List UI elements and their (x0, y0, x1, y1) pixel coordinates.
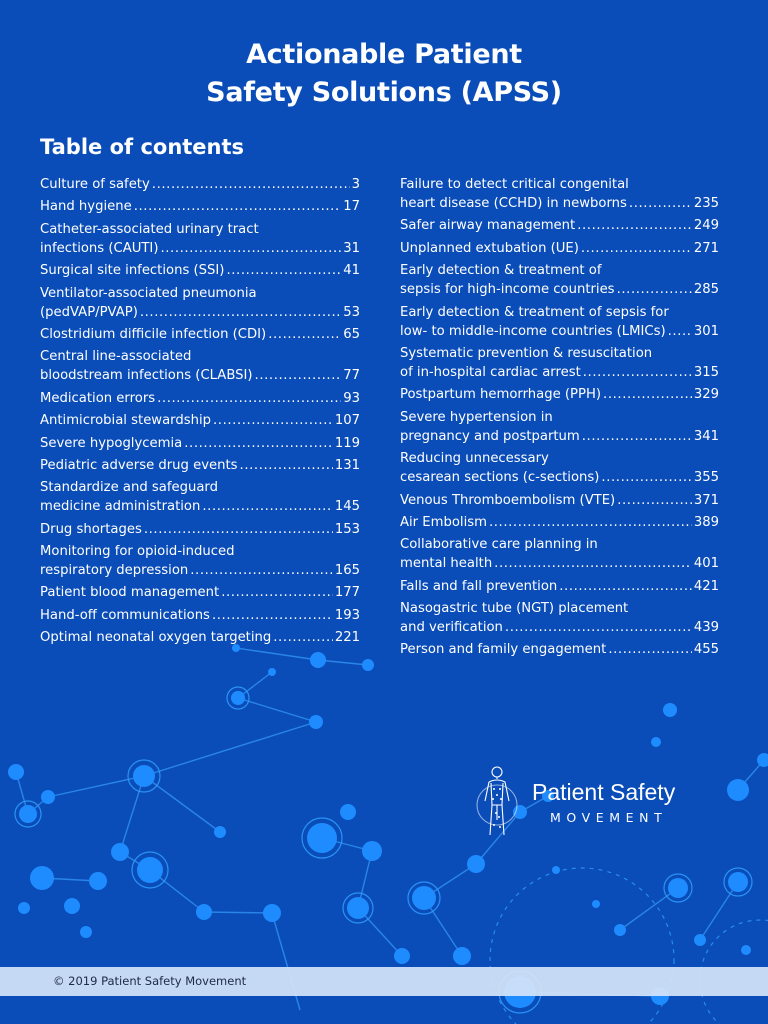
toc-entry[interactable] (40, 261, 360, 280)
document-title (0, 36, 768, 112)
toc-entry[interactable] (40, 606, 360, 625)
toc-entry[interactable] (40, 347, 360, 385)
toc-entry[interactable] (400, 175, 719, 213)
toc-page-number: 315 (693, 364, 719, 380)
toc-page-number: 17 (343, 199, 360, 215)
toc-entry-title-line: cesarean sections (c-sections) (400, 470, 600, 486)
toc-entry-title-line: Nasogastric tube (NGT) placement (400, 601, 629, 617)
toc-entry-title-line: infections (CAUTI) (40, 240, 159, 256)
toc-page-number: 371 (693, 492, 719, 508)
toc-entry-title-line: Clostridium difficile infection (CDI) (40, 326, 267, 342)
toc-page-number: 401 (693, 556, 719, 572)
toc-page-number: 153 (334, 521, 360, 537)
toc-entry-title-line: Ventilator-associated pneumonia (40, 285, 257, 301)
toc-page-number: 77 (343, 368, 360, 384)
dot-leader (489, 513, 692, 532)
toc-page-number: 165 (334, 563, 360, 579)
toc-entry-title-line: Medication errors (40, 390, 156, 406)
toc-entry-title-line: Venous Thromboembolism (VTE) (400, 492, 616, 508)
toc-entry-title-line: mental health (400, 556, 493, 572)
dot-leader (583, 363, 692, 382)
toc-entry[interactable] (40, 197, 360, 216)
toc-entry[interactable] (400, 535, 719, 573)
toc-entry-title-line: Early detection & treatment of sepsis for (400, 304, 669, 320)
toc-entry[interactable] (400, 385, 719, 404)
dot-leader (608, 640, 692, 659)
toc-entry[interactable] (40, 583, 360, 602)
dot-leader (134, 197, 342, 216)
toc-entry[interactable] (40, 389, 360, 408)
toc-entry-title-line: Falls and fall prevention (400, 578, 558, 594)
toc-page-number: 221 (334, 630, 360, 646)
dot-leader (140, 303, 341, 322)
dot-leader (255, 366, 342, 385)
toc-page-number: 329 (693, 387, 719, 403)
toc-entry-title-line: heart disease (CCHD) in newborns (400, 196, 627, 211)
patient-safety-movement-logo (476, 765, 716, 845)
toc-entry-title-line: Standardize and safeguard (40, 480, 218, 496)
dot-leader (160, 239, 341, 258)
dot-leader (184, 434, 333, 453)
dot-leader (144, 520, 333, 539)
toc-entry[interactable] (40, 325, 360, 344)
toc-entry[interactable] (400, 261, 719, 299)
toc-entry[interactable] (40, 284, 360, 322)
toc-entry-title-line: Patient blood management (40, 585, 220, 601)
toc-page-number: 177 (334, 585, 360, 601)
toc-entry-title-line: and verification (400, 620, 503, 636)
toc-entry-title-line: Safer airway management (400, 218, 576, 234)
toc-entry[interactable] (400, 513, 719, 532)
toc-page-number: 3 (351, 177, 360, 192)
toc-entry-title-line: Person and family engagement (400, 642, 607, 658)
toc-page-number: 65 (343, 326, 360, 342)
toc-entry-title-line: Drug shortages (40, 521, 142, 537)
toc-entry[interactable] (400, 408, 719, 446)
dot-leader (221, 583, 333, 602)
toc-entry-title-line: Unplanned extubation (UE) (400, 240, 579, 256)
toc-page-number: 421 (693, 578, 719, 594)
toc-page-number: 285 (693, 282, 719, 298)
dot-leader (668, 322, 692, 341)
toc-page-number: 439 (693, 620, 719, 636)
toc-page-number: 131 (334, 457, 360, 473)
toc-entry[interactable] (400, 303, 719, 341)
toc-entry[interactable] (40, 434, 360, 453)
toc-entry-title-line: Early detection & treatment of (400, 263, 602, 279)
toc-page-number: 455 (693, 642, 719, 658)
dot-leader (601, 468, 691, 487)
toc-page-number: 41 (343, 263, 360, 279)
toc-page-number: 389 (693, 514, 719, 530)
toc-page-number: 249 (693, 218, 719, 234)
dot-leader (582, 427, 692, 446)
toc-entry[interactable] (40, 456, 360, 475)
toc-page-number: 271 (693, 240, 719, 256)
dot-leader (505, 618, 692, 637)
toc-entry-title-line: pregnancy and postpartum (400, 428, 580, 444)
dot-leader (152, 175, 350, 194)
dot-leader (190, 561, 333, 580)
toc-page-number: 53 (343, 304, 360, 320)
toc-entry[interactable] (400, 491, 719, 510)
dot-leader (268, 325, 341, 344)
logo-name: Patient Safety (532, 779, 676, 805)
toc-entry-title-line: Culture of safety (40, 177, 150, 192)
title-line-1: Actionable Patient (246, 39, 522, 70)
toc-left-column (40, 175, 360, 651)
dot-leader (494, 554, 692, 573)
toc-page-number: 93 (343, 390, 360, 406)
title-line-2: Safety Solutions (APSS) (206, 77, 562, 108)
toc-entry-title-line: Systematic prevention & resuscitation (400, 345, 653, 361)
toc-entry-title-line: Hand hygiene (40, 199, 132, 215)
toc-entry-title-line: Antimicrobial stewardship (40, 413, 211, 429)
toc-entry[interactable] (400, 344, 719, 382)
toc-entry[interactable] (40, 220, 360, 258)
dot-leader (617, 491, 692, 510)
dot-leader (212, 606, 333, 625)
dot-leader (273, 628, 333, 647)
toc-page-number: 235 (693, 196, 719, 211)
toc-entry[interactable] (400, 449, 719, 487)
toc-entry-title-line: Air Embolism (400, 514, 487, 530)
toc-entry[interactable] (40, 411, 360, 430)
toc-entry-title-line: Reducing unnecessary (400, 451, 549, 467)
dot-leader (202, 497, 332, 516)
toc-entry[interactable] (400, 577, 719, 596)
toc-entry-title-line: Postpartum hemorrhage (PPH) (400, 387, 602, 403)
toc-entry-title-line: sepsis for high-income countries (400, 282, 615, 298)
toc-page-number: 145 (334, 499, 360, 515)
toc-page-number: 107 (334, 413, 360, 429)
toc-entry-title-line: Pediatric adverse drug events (40, 457, 238, 473)
toc-page-number: 341 (693, 428, 719, 444)
toc-entry[interactable] (40, 478, 360, 516)
dot-leader (213, 411, 333, 430)
toc-entry-title-line: Central line-associated (40, 349, 192, 365)
dot-leader (157, 389, 341, 408)
toc-entry[interactable] (40, 520, 360, 539)
toc-entry[interactable] (400, 640, 719, 659)
toc-page-number: 119 (334, 435, 360, 451)
dot-leader (617, 280, 692, 299)
dot-leader (226, 261, 341, 280)
footer-bar (0, 967, 768, 996)
toc-entry-title-line: low- to middle-income countries (LMICs) (400, 323, 666, 339)
toc-page-number: 31 (343, 240, 360, 256)
dot-leader (603, 385, 692, 404)
dot-leader (581, 239, 692, 258)
toc-entry[interactable] (40, 628, 360, 647)
toc-entry-title-line: respiratory depression (40, 563, 189, 579)
toc-page-number: 301 (693, 323, 719, 339)
toc-right-column (400, 175, 719, 663)
toc-entry-title-line: Severe hypoglycemia (40, 435, 183, 451)
logo-subtitle: MOVEMENT (550, 810, 668, 825)
dot-leader (240, 456, 333, 475)
toc-entry[interactable] (400, 239, 719, 258)
toc-entry-title-line: Failure to detect critical congenital (400, 177, 629, 192)
toc-page-number: 193 (334, 607, 360, 623)
toc-entry-title-line: Optimal neonatal oxygen targeting (40, 630, 272, 646)
human-figure-icon (476, 765, 518, 839)
toc-page-number: 355 (693, 470, 719, 486)
toc-entry[interactable] (40, 542, 360, 580)
dot-leader (577, 216, 692, 235)
toc-entry-title-line: Collaborative care planning in (400, 537, 598, 553)
toc-entry-title-line: Hand-off communications (40, 607, 210, 623)
dot-leader (559, 577, 692, 596)
toc-entry-title-line: (pedVAP/PVAP) (40, 304, 138, 320)
toc-entry[interactable] (400, 216, 719, 235)
toc-entry-title-line: Monitoring for opioid-induced (40, 544, 235, 560)
toc-entry-title-line: Catheter-associated urinary tract (40, 221, 259, 237)
toc-entry-title-line: of in-hospital cardiac arrest (400, 364, 581, 380)
toc-entry[interactable] (400, 599, 719, 637)
dot-leader (629, 194, 692, 213)
toc-entry-title-line: Severe hypertension in (400, 409, 553, 425)
toc-entry[interactable] (40, 175, 360, 194)
toc-entry-title-line: medicine administration (40, 499, 201, 515)
copyright-text: © 2019 Patient Safety Movement (53, 974, 247, 988)
toc-entry-title-line: Surgical site infections (SSI) (40, 263, 225, 279)
toc-entry-title-line: bloodstream infections (CLABSI) (40, 368, 253, 384)
toc-heading: Table of contents (40, 135, 245, 159)
